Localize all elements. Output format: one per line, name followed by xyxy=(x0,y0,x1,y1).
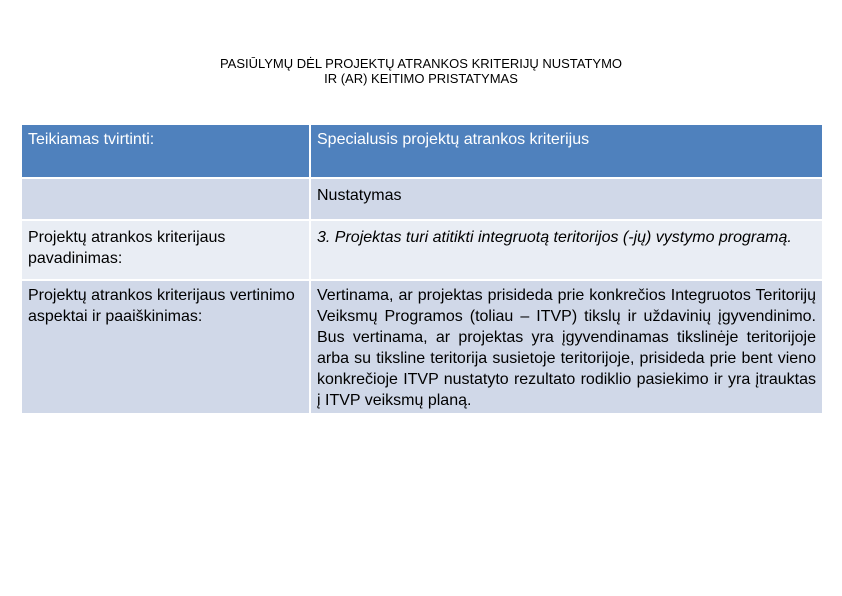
header-cell-submitted: Teikiamas tvirtinti: xyxy=(22,125,309,177)
criterion-name-value: 3. Projektas turi atitikti integruotą teritorijos (-jų) vystymo programą. xyxy=(311,221,822,279)
criterion-name-label: Projektų atrankos kriterijaus pavadinimas: xyxy=(22,221,309,279)
table-header-row xyxy=(22,125,822,177)
subheader-cell-establishment: Nustatymas xyxy=(311,179,822,219)
table-row xyxy=(22,281,822,413)
document-title-line-2: IR (AR) KEITIMO PRISTATYMAS xyxy=(324,71,518,86)
document-title-line-1: PASIŪLYMŲ DĖL PROJEKTŲ ATRANKOS KRITERIJŲ NUSTATYMO xyxy=(219,56,623,71)
subheader-cell-empty xyxy=(22,179,309,219)
document-title xyxy=(0,56,842,86)
header-cell-criterion-type: Specialusis projektų atrankos kriterijus xyxy=(311,125,822,177)
table-row xyxy=(22,221,822,279)
evaluation-aspects-label: Projektų atrankos kriterijaus vertinimo aspektai ir paaiškinimas: xyxy=(22,281,309,413)
evaluation-aspects-value: Vertinama, ar projektas prisideda prie konkrečios Integruotos Teritorijų Veiksmų Programos (toliau – ITVP) tikslų ir uždavinių įgyvendinimo. Bus vertinama, ar projektas yra įgyvendinamas tikslinėje teritorijoje arba su tiksline teritorija susietoje teritorijoje, prisideda prie bent vieno konkrečioje ITVP nustatyto rezultato rodiklio pasiekimo ir yra įtrauktas į ITVP veiksmų planą. xyxy=(311,281,822,413)
table-subheader-row xyxy=(22,179,822,219)
criteria-table xyxy=(20,123,824,415)
